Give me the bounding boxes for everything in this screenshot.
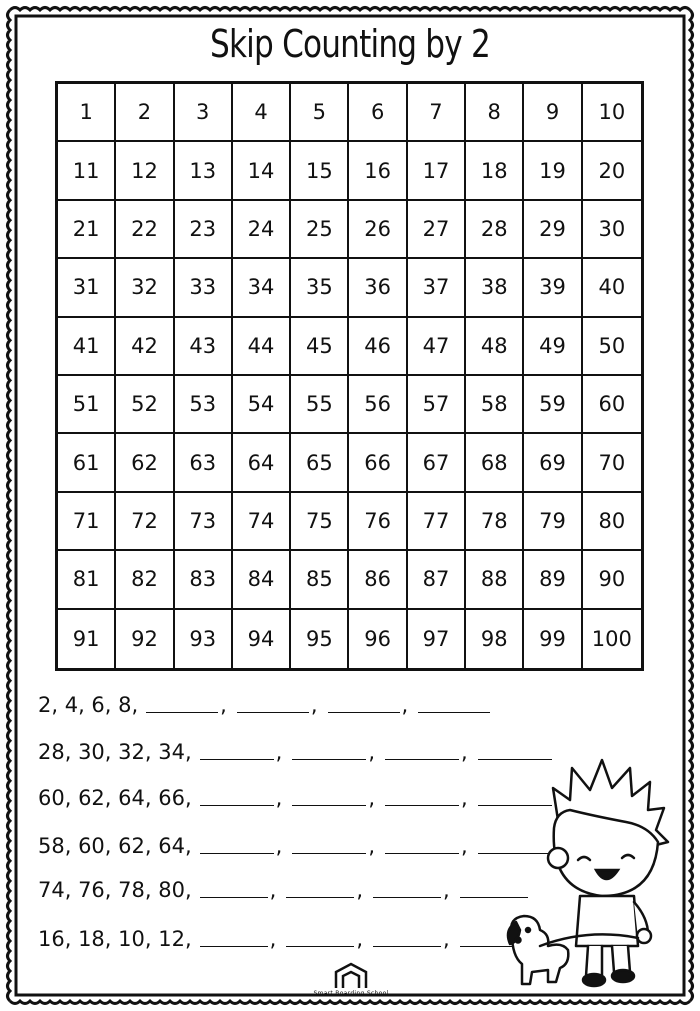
grid-cell: 17 [408,142,466,200]
comma-separator: , [356,878,363,902]
grid-cell: 95 [291,610,349,668]
grid-cell: 38 [466,259,524,317]
grid-cell: 80 [583,493,641,551]
comma-separator: , [275,740,283,764]
grid-cell: 87 [408,551,466,609]
sequence-prefix: 16, 18, 10, 12, [38,927,192,951]
grid-cell: 32 [116,259,174,317]
sequence-row [38,740,554,764]
comma-separator: , [401,693,409,717]
grid-cell: 34 [233,259,291,317]
grid-cell: 79 [524,493,582,551]
grid-cell: 69 [524,434,582,492]
grid-cell: 35 [291,259,349,317]
grid-cell: 96 [349,610,407,668]
grid-cell: 53 [175,376,233,434]
grid-cell: 48 [466,318,524,376]
comma-separator: , [310,693,318,717]
answer-blank[interactable] [286,945,354,947]
grid-cell: 33 [175,259,233,317]
grid-cell: 24 [233,201,291,259]
grid-cell: 23 [175,201,233,259]
comma-separator: , [269,927,277,951]
grid-cell: 83 [175,551,233,609]
grid-cell: 25 [291,201,349,259]
grid-cell: 93 [175,610,233,668]
grid-cell: 19 [524,142,582,200]
grid-cell: 59 [524,376,582,434]
sequence-prefix: 60, 62, 64, 66, [38,786,192,810]
grid-cell: 70 [583,434,641,492]
grid-cell: 61 [58,434,116,492]
grid-cell: 6 [349,84,407,142]
grid-cell: 52 [116,376,174,434]
comma-separator: , [269,878,277,902]
answer-blank[interactable] [373,896,441,898]
grid-cell: 36 [349,259,407,317]
answer-blank[interactable] [292,804,366,806]
grid-cell: 26 [349,201,407,259]
answer-blank[interactable] [146,711,218,713]
grid-cell: 72 [116,493,174,551]
grid-cell: 21 [58,201,116,259]
grid-cell: 9 [524,84,582,142]
answer-blank[interactable] [385,804,459,806]
grid-cell: 57 [408,376,466,434]
grid-cell: 75 [291,493,349,551]
grid-cell: 97 [408,610,466,668]
grid-cell: 3 [175,84,233,142]
comma-separator: , [356,927,363,951]
grid-cell: 65 [291,434,349,492]
sequence-row [38,693,492,717]
grid-cell: 28 [466,201,524,259]
answer-blank[interactable] [292,758,366,760]
answer-blank[interactable] [286,896,354,898]
sequence-prefix: 28, 30, 32, 34, [38,740,192,764]
grid-cell: 30 [583,201,641,259]
grid-cell: 4 [233,84,291,142]
comma-separator: , [275,786,283,810]
comma-separator: , [461,834,468,858]
grid-cell: 37 [408,259,466,317]
hundreds-chart [55,81,644,671]
grid-cell: 39 [524,259,582,317]
grid-cell: 13 [175,142,233,200]
grid-cell: 11 [58,142,116,200]
answer-blank[interactable] [200,804,274,806]
grid-cell: 27 [408,201,466,259]
grid-cell: 64 [233,434,291,492]
sequence-prefix: 58, 60, 62, 64, [38,834,192,858]
sequence-row [38,786,554,810]
answer-blank[interactable] [328,711,400,713]
grid-cell: 85 [291,551,349,609]
grid-cell: 76 [349,493,407,551]
comma-separator: , [443,927,450,951]
grid-cell: 99 [524,610,582,668]
brand-name: Smart Boarding School [313,990,389,997]
grid-cell: 89 [524,551,582,609]
grid-cell: 8 [466,84,524,142]
grid-cell: 44 [233,318,291,376]
grid-cell: 74 [233,493,291,551]
grid-cell: 71 [58,493,116,551]
grid-cell: 43 [175,318,233,376]
grid-cell: 86 [349,551,407,609]
sequence-row [38,878,530,902]
grid-cell: 58 [466,376,524,434]
grid-cell: 15 [291,142,349,200]
sequence-prefix: 2, 4, 6, 8, [38,693,139,717]
grid-cell: 2 [116,84,174,142]
grid-cell: 18 [466,142,524,200]
grid-cell: 5 [291,84,349,142]
grid-cell: 45 [291,318,349,376]
grid-cell: 88 [466,551,524,609]
grid-cell: 98 [466,610,524,668]
grid-cell: 42 [116,318,174,376]
grid-cell: 100 [591,626,632,651]
grid-cell: 60 [583,376,641,434]
grid-cell: 41 [58,318,116,376]
grid-cell: 51 [58,376,116,434]
grid-cell: 77 [408,493,466,551]
comma-separator: , [443,878,450,902]
grid-cell: 55 [291,376,349,434]
answer-blank[interactable] [292,852,366,854]
answer-blank[interactable] [385,758,459,760]
grid-cell: 54 [233,376,291,434]
grid-cell: 10 [583,84,641,142]
comma-separator: , [220,693,227,717]
answer-blank[interactable] [373,945,441,947]
grid-cell: 20 [583,142,641,200]
grid-cell: 56 [349,376,407,434]
grid-cell: 82 [116,551,174,609]
comma-separator: , [368,740,375,764]
comma-separator: , [368,834,375,858]
grid-cell: 68 [466,434,524,492]
answer-blank[interactable] [385,852,459,854]
grid-cell: 7 [408,84,466,142]
grid-cell: 12 [116,142,174,200]
answer-blank[interactable] [200,758,274,760]
grid-cell: 22 [116,201,174,259]
grid-cell: 62 [116,434,174,492]
grid-cell: 90 [583,551,641,609]
comma-separator: , [275,834,283,858]
answer-blank[interactable] [200,852,274,854]
answer-blank[interactable] [418,711,490,713]
comma-separator: , [368,786,375,810]
boy-with-dog-illustration [498,750,698,990]
grid-cell: 14 [233,142,291,200]
sequence-row [38,927,530,951]
grid-cell: 63 [175,434,233,492]
grid-cell: 31 [58,259,116,317]
grid-cell: 29 [524,201,582,259]
grid-cell: 81 [58,551,116,609]
grid-cell: 16 [349,142,407,200]
grid-cell: 50 [583,318,641,376]
grid-cell: 40 [583,259,641,317]
answer-blank[interactable] [200,945,268,947]
grid-cell: 66 [349,434,407,492]
grid-cell: 49 [524,318,582,376]
comma-separator: , [461,740,468,764]
grid-cell: 46 [349,318,407,376]
answer-blank[interactable] [200,896,268,898]
comma-separator: , [461,786,468,810]
grid-cell: 84 [233,551,291,609]
grid-cell: 1 [58,84,116,142]
sequence-row [38,834,554,858]
grid-cell: 47 [408,318,466,376]
grid-cell: 73 [175,493,233,551]
grid-cell: 94 [233,610,291,668]
grid-cell: 92 [116,610,174,668]
answer-blank[interactable] [237,711,309,713]
grid-cell: 91 [58,610,116,668]
grid-cell: 67 [408,434,466,492]
worksheet-title: Skip Counting by 2 [209,22,490,66]
sequence-prefix: 74, 76, 78, 80, [38,878,192,902]
grid-cell: 78 [466,493,524,551]
